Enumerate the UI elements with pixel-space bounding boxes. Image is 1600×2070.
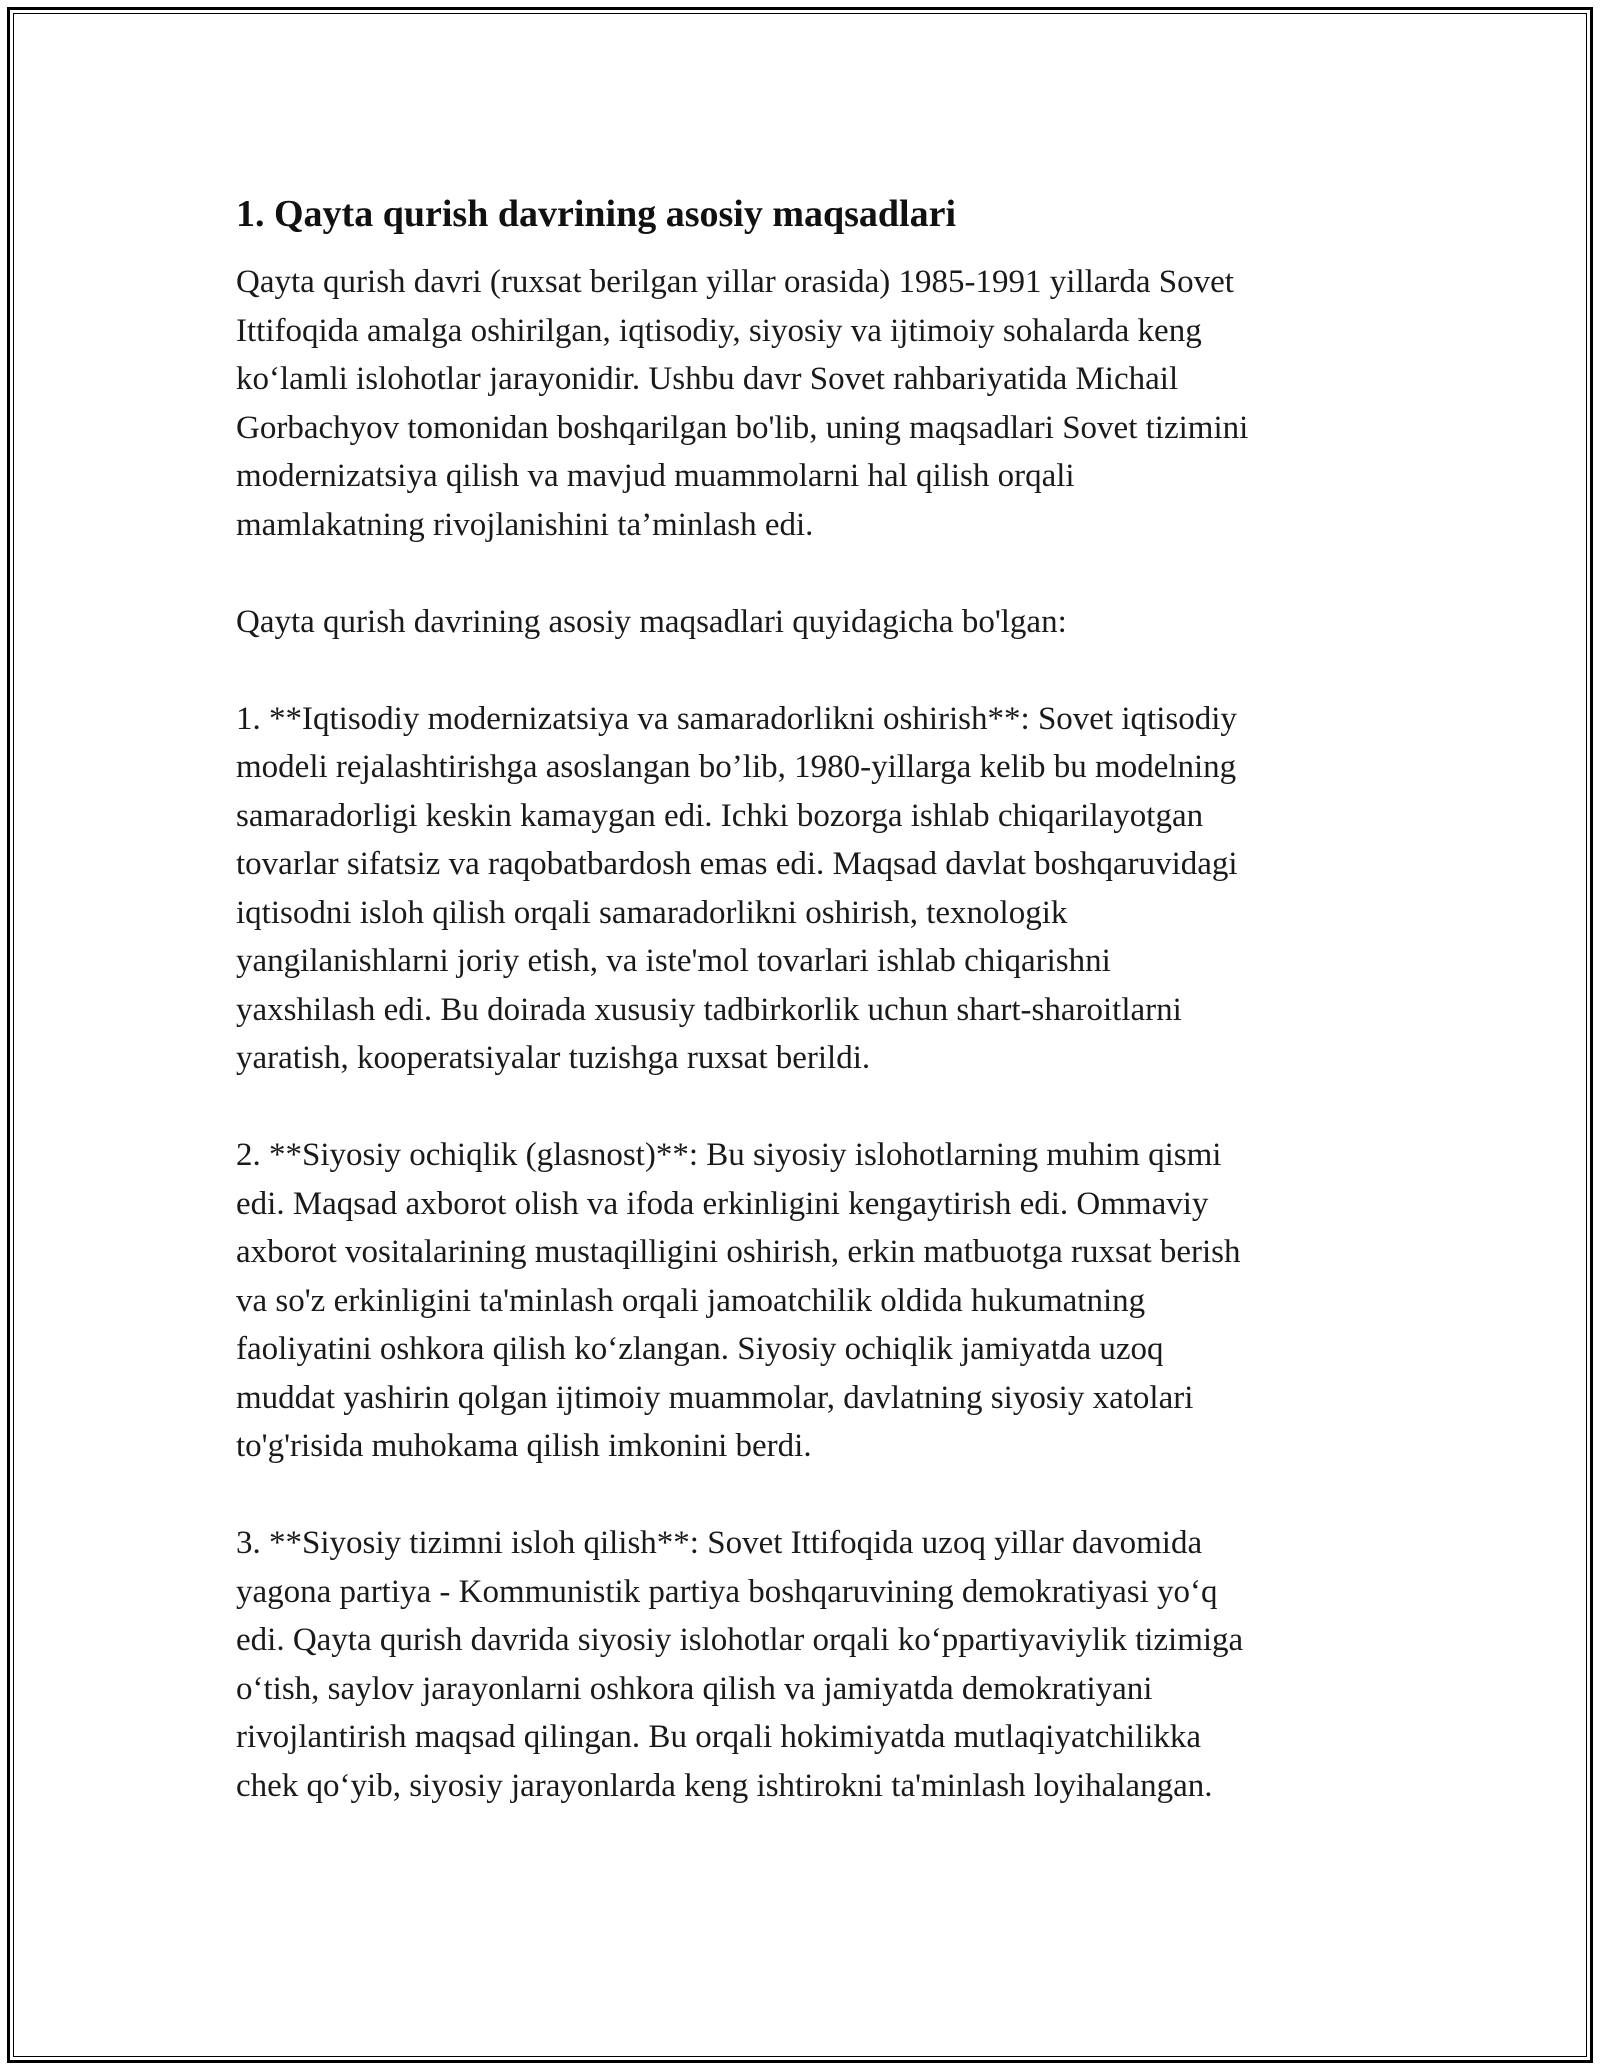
section-heading: 1. Qayta qurish davrining asosiy maqsadlari bbox=[236, 193, 957, 235]
text-line: samaradorligi keskin kamaygan edi. Ichki bozorga ishlab chiqarilayotgan bbox=[236, 797, 1204, 834]
text-line: Ittifoqida amalga oshirilgan, iqtisodiy, siyosiy va ijtimoiy sohalarda keng bbox=[236, 312, 1202, 349]
goals-lead-paragraph bbox=[236, 598, 1376, 647]
text-line: 3. **Siyosiy tizimni isloh qilish**: Sovet Ittifoqida uzoq yillar davomida bbox=[236, 1525, 1203, 1561]
text-line: Qayta qurish davri (ruxsat berilgan yillar orasida) 1985-1991 yillarda Sovet bbox=[236, 264, 1234, 300]
text-line: mamlakatning rivojlanishini ta’minlash edi. bbox=[236, 506, 814, 543]
text-line: axborot vositalarining mustaqilligini oshirish, erkin matbuotga ruxsat berish bbox=[236, 1234, 1241, 1270]
text-line: 1. **Iqtisodiy modernizatsiya va samaradorlikni oshirish**: Sovet iqtisodiy bbox=[236, 700, 1237, 737]
goal-3-paragraph bbox=[236, 1519, 1376, 1810]
text-line: to'g'risida muhokama qilish imkonini berdi. bbox=[236, 1428, 812, 1464]
intro-paragraph bbox=[236, 258, 1376, 549]
text-line: yangilanishlarni joriy etish, va iste'mol tovarlari ishlab chiqarishni bbox=[236, 943, 1111, 979]
text-line: Gorbachyov tomonidan boshqarilgan bo'lib, uning maqsadlari Sovet tizimini bbox=[236, 409, 1249, 446]
goal-2-paragraph bbox=[236, 1131, 1376, 1471]
text-line: o‘tish, saylov jarayonlarni oshkora qilish va jamiyatda demokratiyani bbox=[236, 1670, 1153, 1707]
text-line: edi. Maqsad axborot olish va ifoda erkinligini kengaytirish edi. Ommaviy bbox=[236, 1185, 1209, 1222]
text-line: rivojlantirish maqsad qilingan. Bu orqali hokimiyatda mutlaqiyatchilikka bbox=[236, 1719, 1202, 1755]
text-line: yaratish, kooperatsiyalar tuzishga ruxsat berildi. bbox=[236, 1040, 871, 1076]
text-line: modernizatsiya qilish va mavjud muammolarni hal qilish orqali bbox=[236, 458, 1075, 494]
text-line: yagona partiya - Kommunistik partiya boshqaruvining demokratiyasi yo‘q bbox=[236, 1573, 1218, 1610]
text-line: muddat yashirin qolgan ijtimoiy muammolar, davlatning siyosiy xatolari bbox=[236, 1379, 1194, 1416]
text-line: yaxshilash edi. Bu doirada xususiy tadbirkorlik uchun shart-sharoitlarni bbox=[236, 991, 1182, 1028]
text-line: tovarlar sifatsiz va raqobatbardosh emas edi. Maqsad davlat boshqaruvidagi bbox=[236, 846, 1238, 882]
text-line: iqtisodni isloh qilish orqali samaradorlikni oshirish, texnologik bbox=[236, 894, 1068, 931]
text-line: faoliyatini oshkora qilish ko‘zlangan. Siyosiy ochiqlik jamiyatda uzoq bbox=[236, 1331, 1164, 1367]
document-body bbox=[236, 190, 1376, 1859]
text-line: 2. **Siyosiy ochiqlik (glasnost)**: Bu siyosiy islohotlarning muhim qismi bbox=[236, 1137, 1222, 1173]
text-line: va so'z erkinligini ta'minlash orqali jamoatchilik oldida hukumatning bbox=[236, 1282, 1146, 1319]
text-line: edi. Qayta qurish davrida siyosiy islohotlar orqali ko‘ppartiyaviylik tizimiga bbox=[236, 1622, 1244, 1658]
goal-1-paragraph bbox=[236, 695, 1376, 1083]
text-line: Qayta qurish davrining asosiy maqsadlari quyidagicha bo'lgan: bbox=[236, 603, 1067, 640]
text-line: modeli rejalashtirishga asoslangan bo’lib, 1980-yillarga kelib bu modelning bbox=[236, 749, 1237, 785]
text-line: ko‘lamli islohotlar jarayonidir. Ushbu davr Sovet rahbariyatida Michail bbox=[236, 361, 1179, 397]
text-line: chek qo‘yib, siyosiy jarayonlarda keng ishtirokni ta'minlash loyihalangan. bbox=[236, 1767, 1213, 1804]
